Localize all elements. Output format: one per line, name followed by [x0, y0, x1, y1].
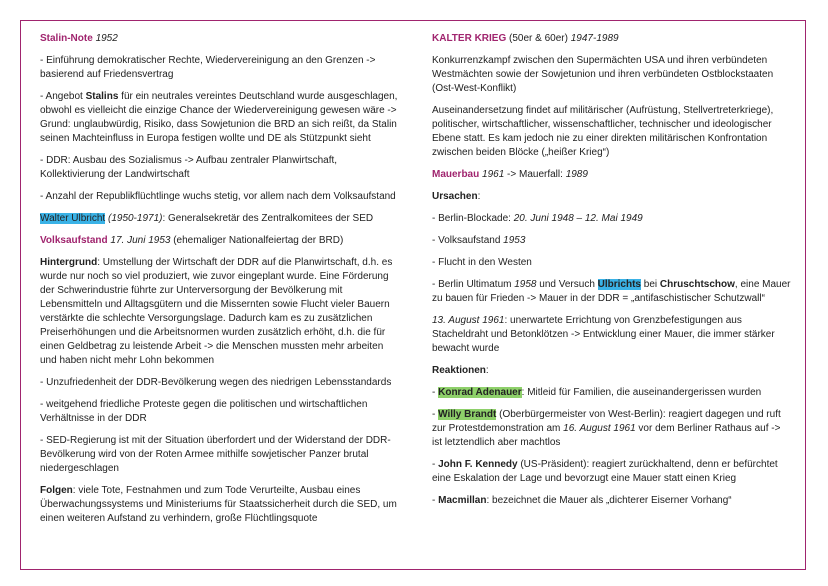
reaktionen-label: Reaktionen: — [432, 365, 489, 376]
paragraph: - Unzufriedenheit der DDR-Bevölkerung wegen des niedrigen Lebensstandards — [40, 377, 392, 388]
list-item: - Berlin Ultimatum 1958 und Versuch Ulbrichts bei Chruschtschow, eine Mauer zu bauen für Frieden -> Mauer in der DDR = „antifaschistischer Schutzwall“ — [432, 279, 791, 304]
list-item: - Volksaufstand 1953 — [432, 235, 526, 246]
paragraph: - Anzahl der Republikflüchtlinge wuchs stetig, vor allem nach dem Volksaufstand — [40, 191, 396, 202]
folgen-paragraph: Folgen: viele Tote, Festnahmen und zum Tode Verurteilte, Ausbau eines Überwachungssystems und Ministeriums für Staatssicherheit durch die SED, um einen weiteren Aufstand zu verhindern, große Flüchtlingsquote — [40, 485, 397, 524]
left-column — [40, 32, 400, 534]
list-item: - Flucht in den Westen — [432, 257, 532, 268]
mauerbau-date-paragraph: 13. August 1961: unerwartete Errichtung von Grenzbefestigungen aus Stacheldraht und Betonklötzen -> Entwicklung einer Mauer, die immer stärker bewacht wurde — [432, 315, 775, 354]
right-column — [432, 32, 792, 516]
paragraph: - SED-Regierung ist mit der Situation überfordert und der Widerstand der DDR-Bevölkerung wird von der Roten Armee mithilfe sowjetischer Panzer brutal niedergeschlagen — [40, 435, 391, 474]
highlight-konrad-adenauer: Konrad Adenauer — [438, 387, 522, 398]
stalin-note-title: Stalin-Note — [40, 33, 93, 44]
paragraph: - weitgehend friedliche Proteste gegen die politischen und wirtschaftlichen Verhältnisse in der DDR — [40, 399, 368, 424]
paragraph: - Angebot Stalins für ein neutrales vereintes Deutschland wurde ausgeschlagen, obwohl es vielleicht die einzige Chance der Wiedervereinigung gewesen wäre -> Grund: unglaubwürdig, Risiko, dass Sowjetunion die BRD an sich reißt, da Stalin seinen Machteinfluss in Europa festigen wollte und DE als Stützpunkt sieht — [40, 91, 398, 144]
highlight-walter-ulbricht: Walter Ulbricht — [40, 213, 106, 224]
stalin-note-year: 1952 — [95, 33, 118, 44]
hintergrund-paragraph: Hintergrund: Umstellung der Wirtschaft der DDR auf die Planwirtschaft, d.h. es wurde nur noch so viel produziert, wie zuvor eingeplant wurde. Eine Förderung der Schwerindustrie führte zur Unterversorgung der Bevölkerung mit Lebensmitteln und Alltagsgütern und die Missernten sowie Flucht vieler Bauern verstärkte die schlechte Versorgungslage. Dadurch kam es zu zusätzlichen Preiserhöhungen und die Arbeitsnormen wurden zusätzlich erhöht, d.h. die für einen Geldbetrag zu leistende Arbeit -> die Menschen mussten mehr arbeiten und haben nicht mehr Lohn bekommen — [40, 257, 393, 366]
list-item: - Macmillan: bezeichnet die Mauer als „dichterer Eiserner Vorhang“ — [432, 495, 732, 506]
ursachen-label: Ursachen: — [432, 191, 481, 202]
highlight-ulbrichts: Ulbrichts — [597, 279, 641, 290]
mauerbau-heading: Mauerbau 1961 -> Mauerfall: 1989 — [432, 169, 588, 180]
paragraph: - Einführung demokratischer Rechte, Wiedervereinigung an den Grenzen -> basierend auf Friedensvertrag — [40, 55, 376, 80]
stalin-note-heading — [40, 32, 400, 46]
list-item: - John F. Kennedy (US-Präsident): reagiert zurückhaltend, denn er befürchtet eine Eskalation der Lage und bevorzugt eine Mauer statt einen Krieg — [432, 459, 778, 484]
paragraph: - DDR: Ausbau des Sozialismus -> Aufbau zentraler Planwirtschaft, Kollektivierung der Landwirtschaft — [40, 155, 338, 180]
list-item: - Berlin-Blockade: 20. Juni 1948 – 12. Mai 1949 — [432, 213, 643, 224]
kalter-krieg-heading: KALTER KRIEG (50er & 60er) 1947-1989 — [432, 33, 619, 44]
list-item: - Willy Brandt (Oberbürgermeister von West-Berlin): reagiert dagegen und ruft zur Protestdemonstration am 16. August 1961 vor dem Berliner Rathaus auf -> ist letztendlich aber machtlos — [432, 409, 781, 448]
paragraph: Auseinandersetzung findet auf militärischer (Aufrüstung, Stellvertreterkriege), politischer, wirtschaftlicher, wissenschaftlicher, technischer und ideologischer Ebene statt. Es kam jedoch nie zu einer direkten militärischen Konfrontation zwischen beiden Blöcke („heißer Krieg“) — [432, 105, 774, 158]
list-item: - Konrad Adenauer: Mitleid für Familien, die auseinandergerissen wurden — [432, 387, 762, 398]
highlight-willy-brandt: Willy Brandt — [438, 409, 497, 420]
paragraph: Konkurrenzkampf zwischen den Supermächten USA und ihren verbündeten Westmächten sowie der Sowjetunion und ihren verbündeten Ostblockstaaten (Ost-West-Konflikt) — [432, 55, 774, 94]
ulbricht-line: Walter Ulbricht (1950-1971): Generalsekretär des Zentralkomitees der SED — [40, 213, 374, 224]
volksaufstand-heading: Volksaufstand 17. Juni 1953 (ehemaliger Nationalfeiertag der BRD) — [40, 235, 344, 246]
